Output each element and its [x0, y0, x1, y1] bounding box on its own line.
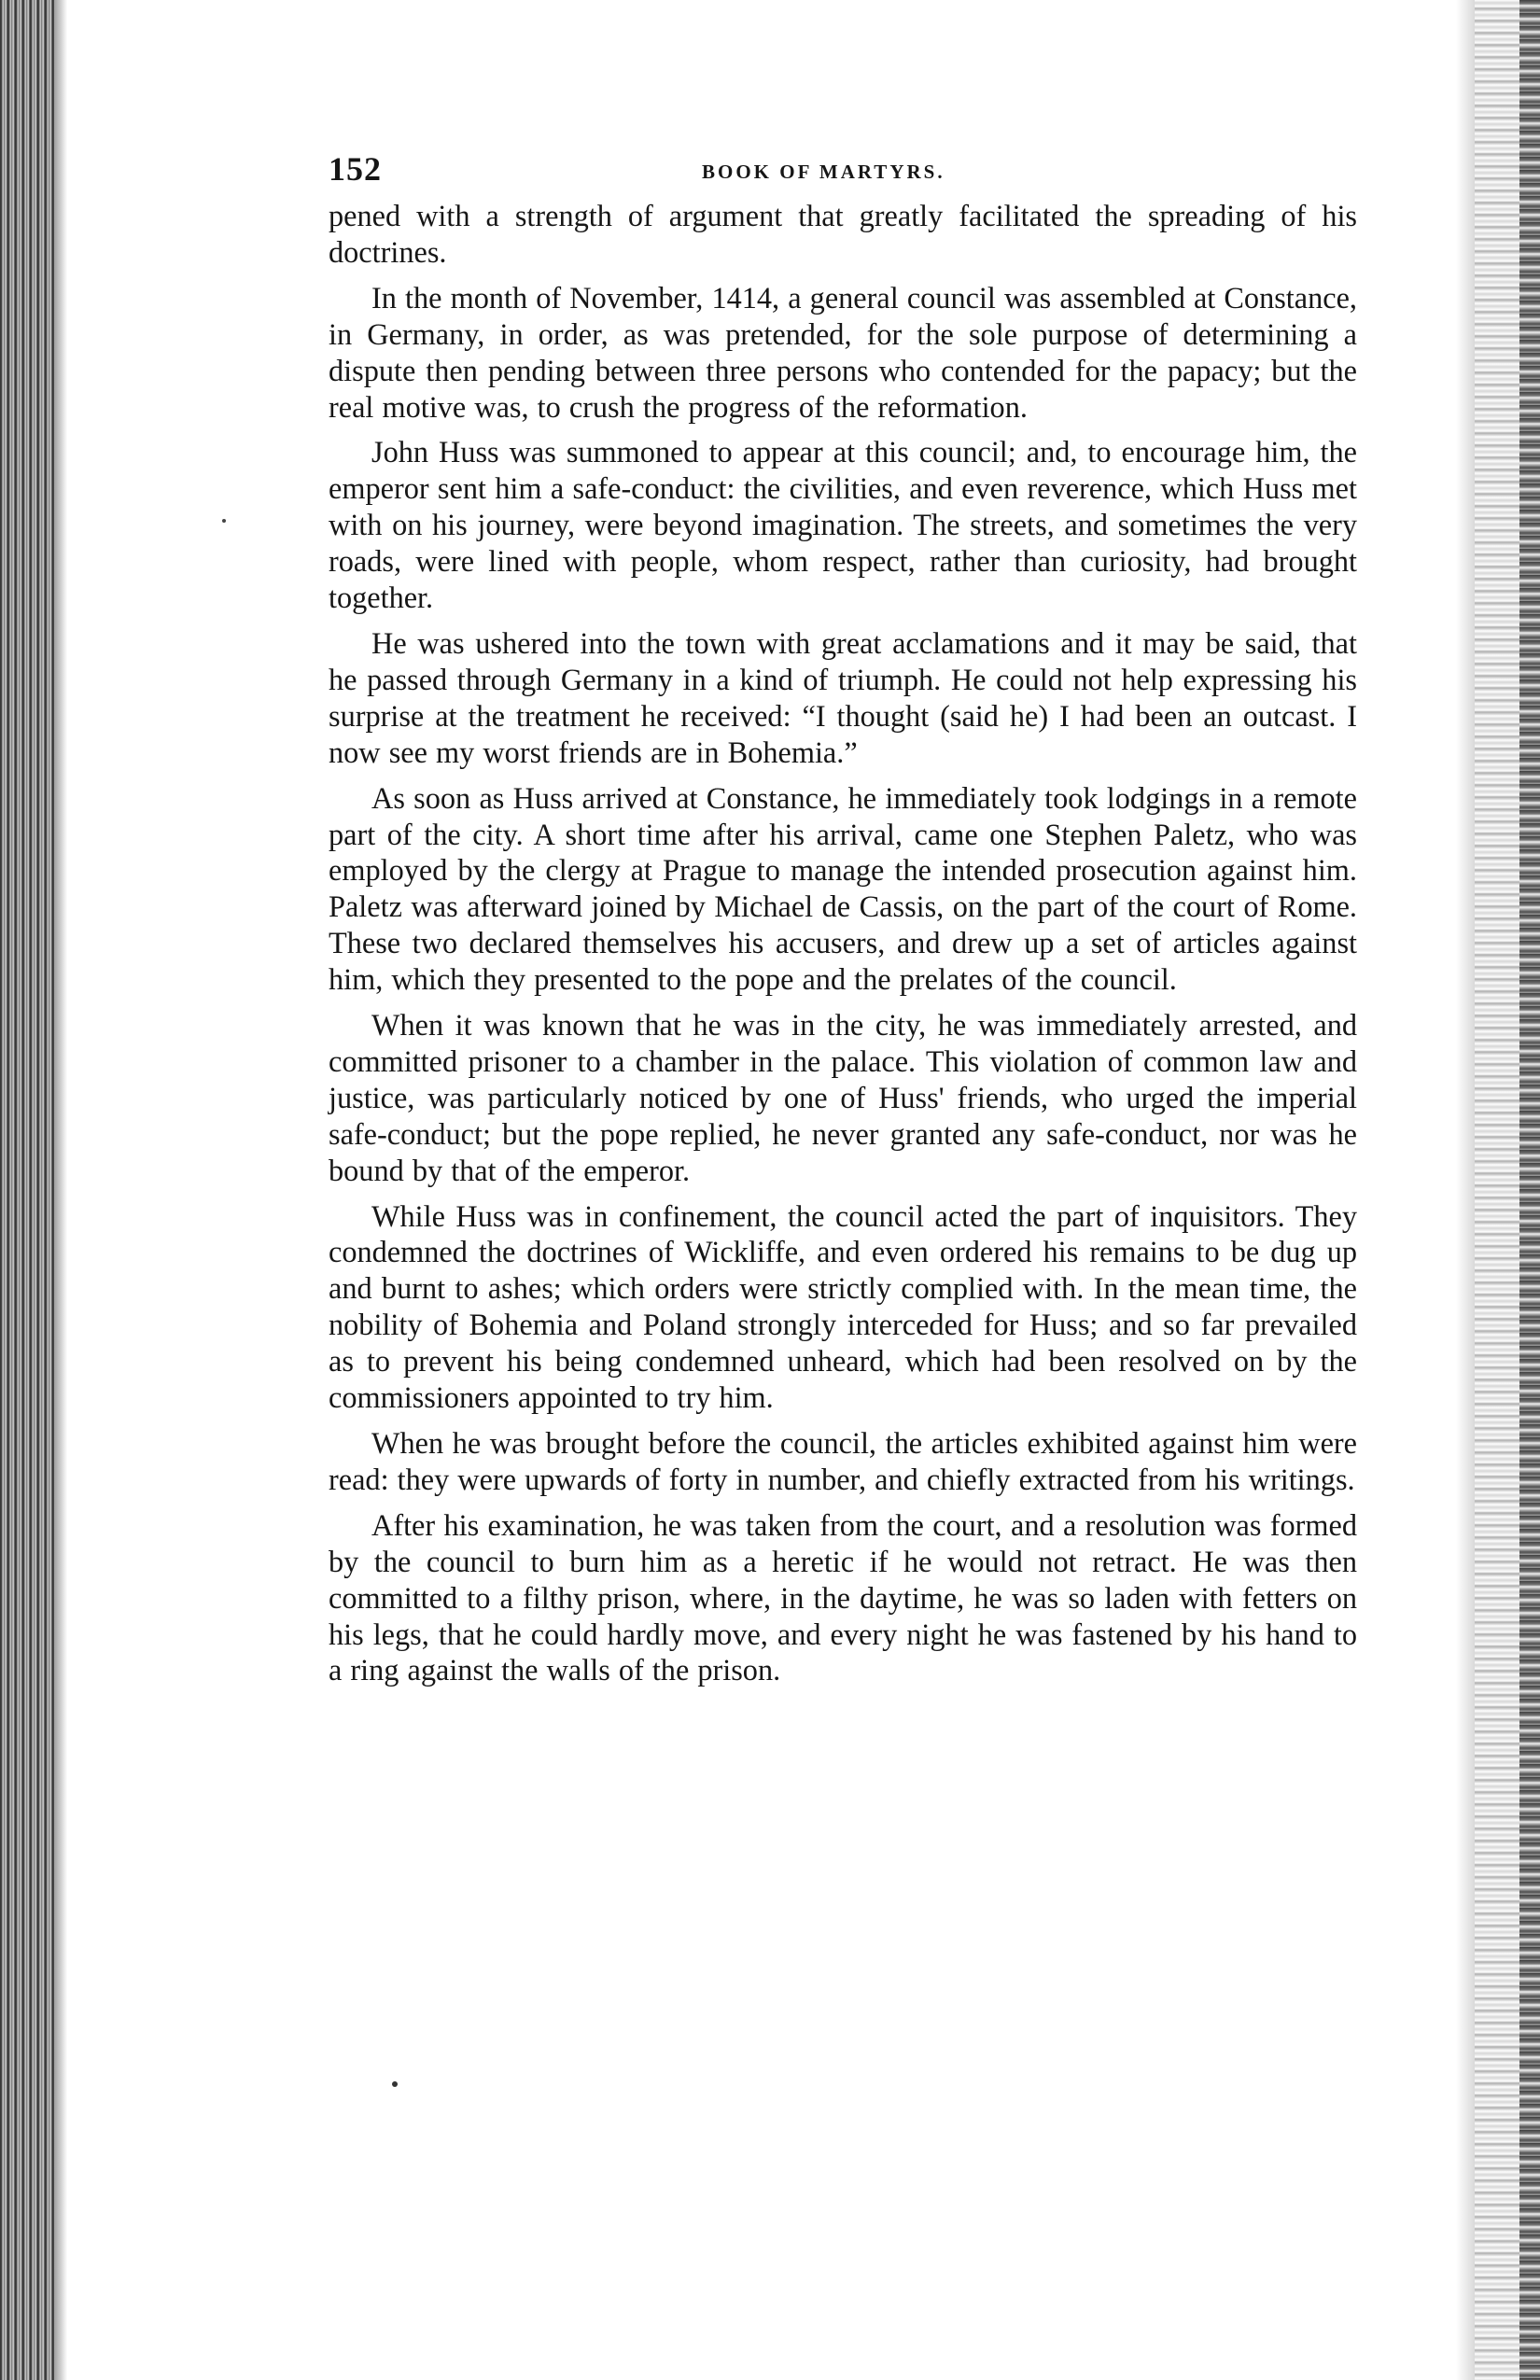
paragraph-8: When he was brought before the council, the articles exhibited against him were read: they were upwards of forty in number, and chiefly extracted from his writings. — [329, 1426, 1357, 1496]
paragraph-1: pened with a strength of argument that greatly facilitated the spreading of his doctrines. — [329, 199, 1357, 269]
ink-speck — [222, 519, 226, 523]
ink-speck — [392, 2081, 398, 2087]
page-edge-right — [1475, 0, 1540, 2380]
binding-edge-left — [0, 0, 54, 2380]
paragraph-4: He was ushered into the town with great acclamations and it may be said, that he passed through Germany in a kind of triumph. He could not help expressing his surprise at the treatment he received: “I thought (said he) I had been an outcast. I now see my worst friends are in Bohemia.” — [329, 625, 1357, 769]
paragraph-7: While Huss was in confinement, the council acted the part of inquisitors. They condemned the doctrines of Wickliffe, and even ordered his remains to be dug up and burnt to ashes; which orders were strictly complied with. In the mean time, the nobility of Bohemia and Poland strongly interceded for Huss; and so far prevailed as to prevent his being condemned unheard, which had been resolved on by the commissioners appointed to try him. — [329, 1198, 1357, 1415]
paragraph-9: After his examination, he was taken from the court, and a resolution was formed by the council to burn him as a heretic if he would not retract. He was then committed to a filthy prison, where, in the daytime, he was so laden with fetters on his legs, that he could hardly move, and every night he was fastened by his hand to a ring against the walls of the prison. — [329, 1507, 1357, 1687]
page-header — [329, 149, 1357, 192]
paragraph-6: When it was known that he was in the city, he was immediately arrested, and committed prisoner to a chamber in the palace. This violation of common law and justice, was particularly noticed by one of Huss' friends, who urged the imperial safe-conduct; but the pope replied, he never granted any safe-conduct, nor was he bound by that of the emperor. — [329, 1008, 1357, 1187]
page-number: 152 — [329, 150, 382, 188]
body-text — [329, 198, 1357, 1698]
paragraph-5: As soon as Huss arrived at Constance, he immediately took lodgings in a remote part of the city. A short time after his arrival, came one Stephen Paletz, who was employed by the clergy at Prague to manage the intended prosecution against him. Paletz was afterward joined by Michael de Cassis, on the part of the court of Rome. These two declared themselves his accusers, and drew up a set of articles against him, which they presented to the pope and the prelates of the council. — [329, 780, 1357, 997]
running-head: BOOK OF MARTYRS. — [702, 161, 945, 183]
paragraph-3: John Huss was summoned to appear at this council; and, to encourage him, the emperor sent him a safe-conduct: the civilities, and even reverence, which Huss met with on his journey, were beyond imagination. The streets, and sometimes the very roads, were lined with people, whom respect, rather than curiosity, had brought together. — [329, 435, 1357, 615]
paragraph-2: In the month of November, 1414, a general council was assembled at Constance, in Germany, in order, as was pretended, for the sole purpose of determining a dispute then pending between three persons who contended for the papacy; but the real motive was, to crush the progress of the reformation. — [329, 280, 1357, 424]
